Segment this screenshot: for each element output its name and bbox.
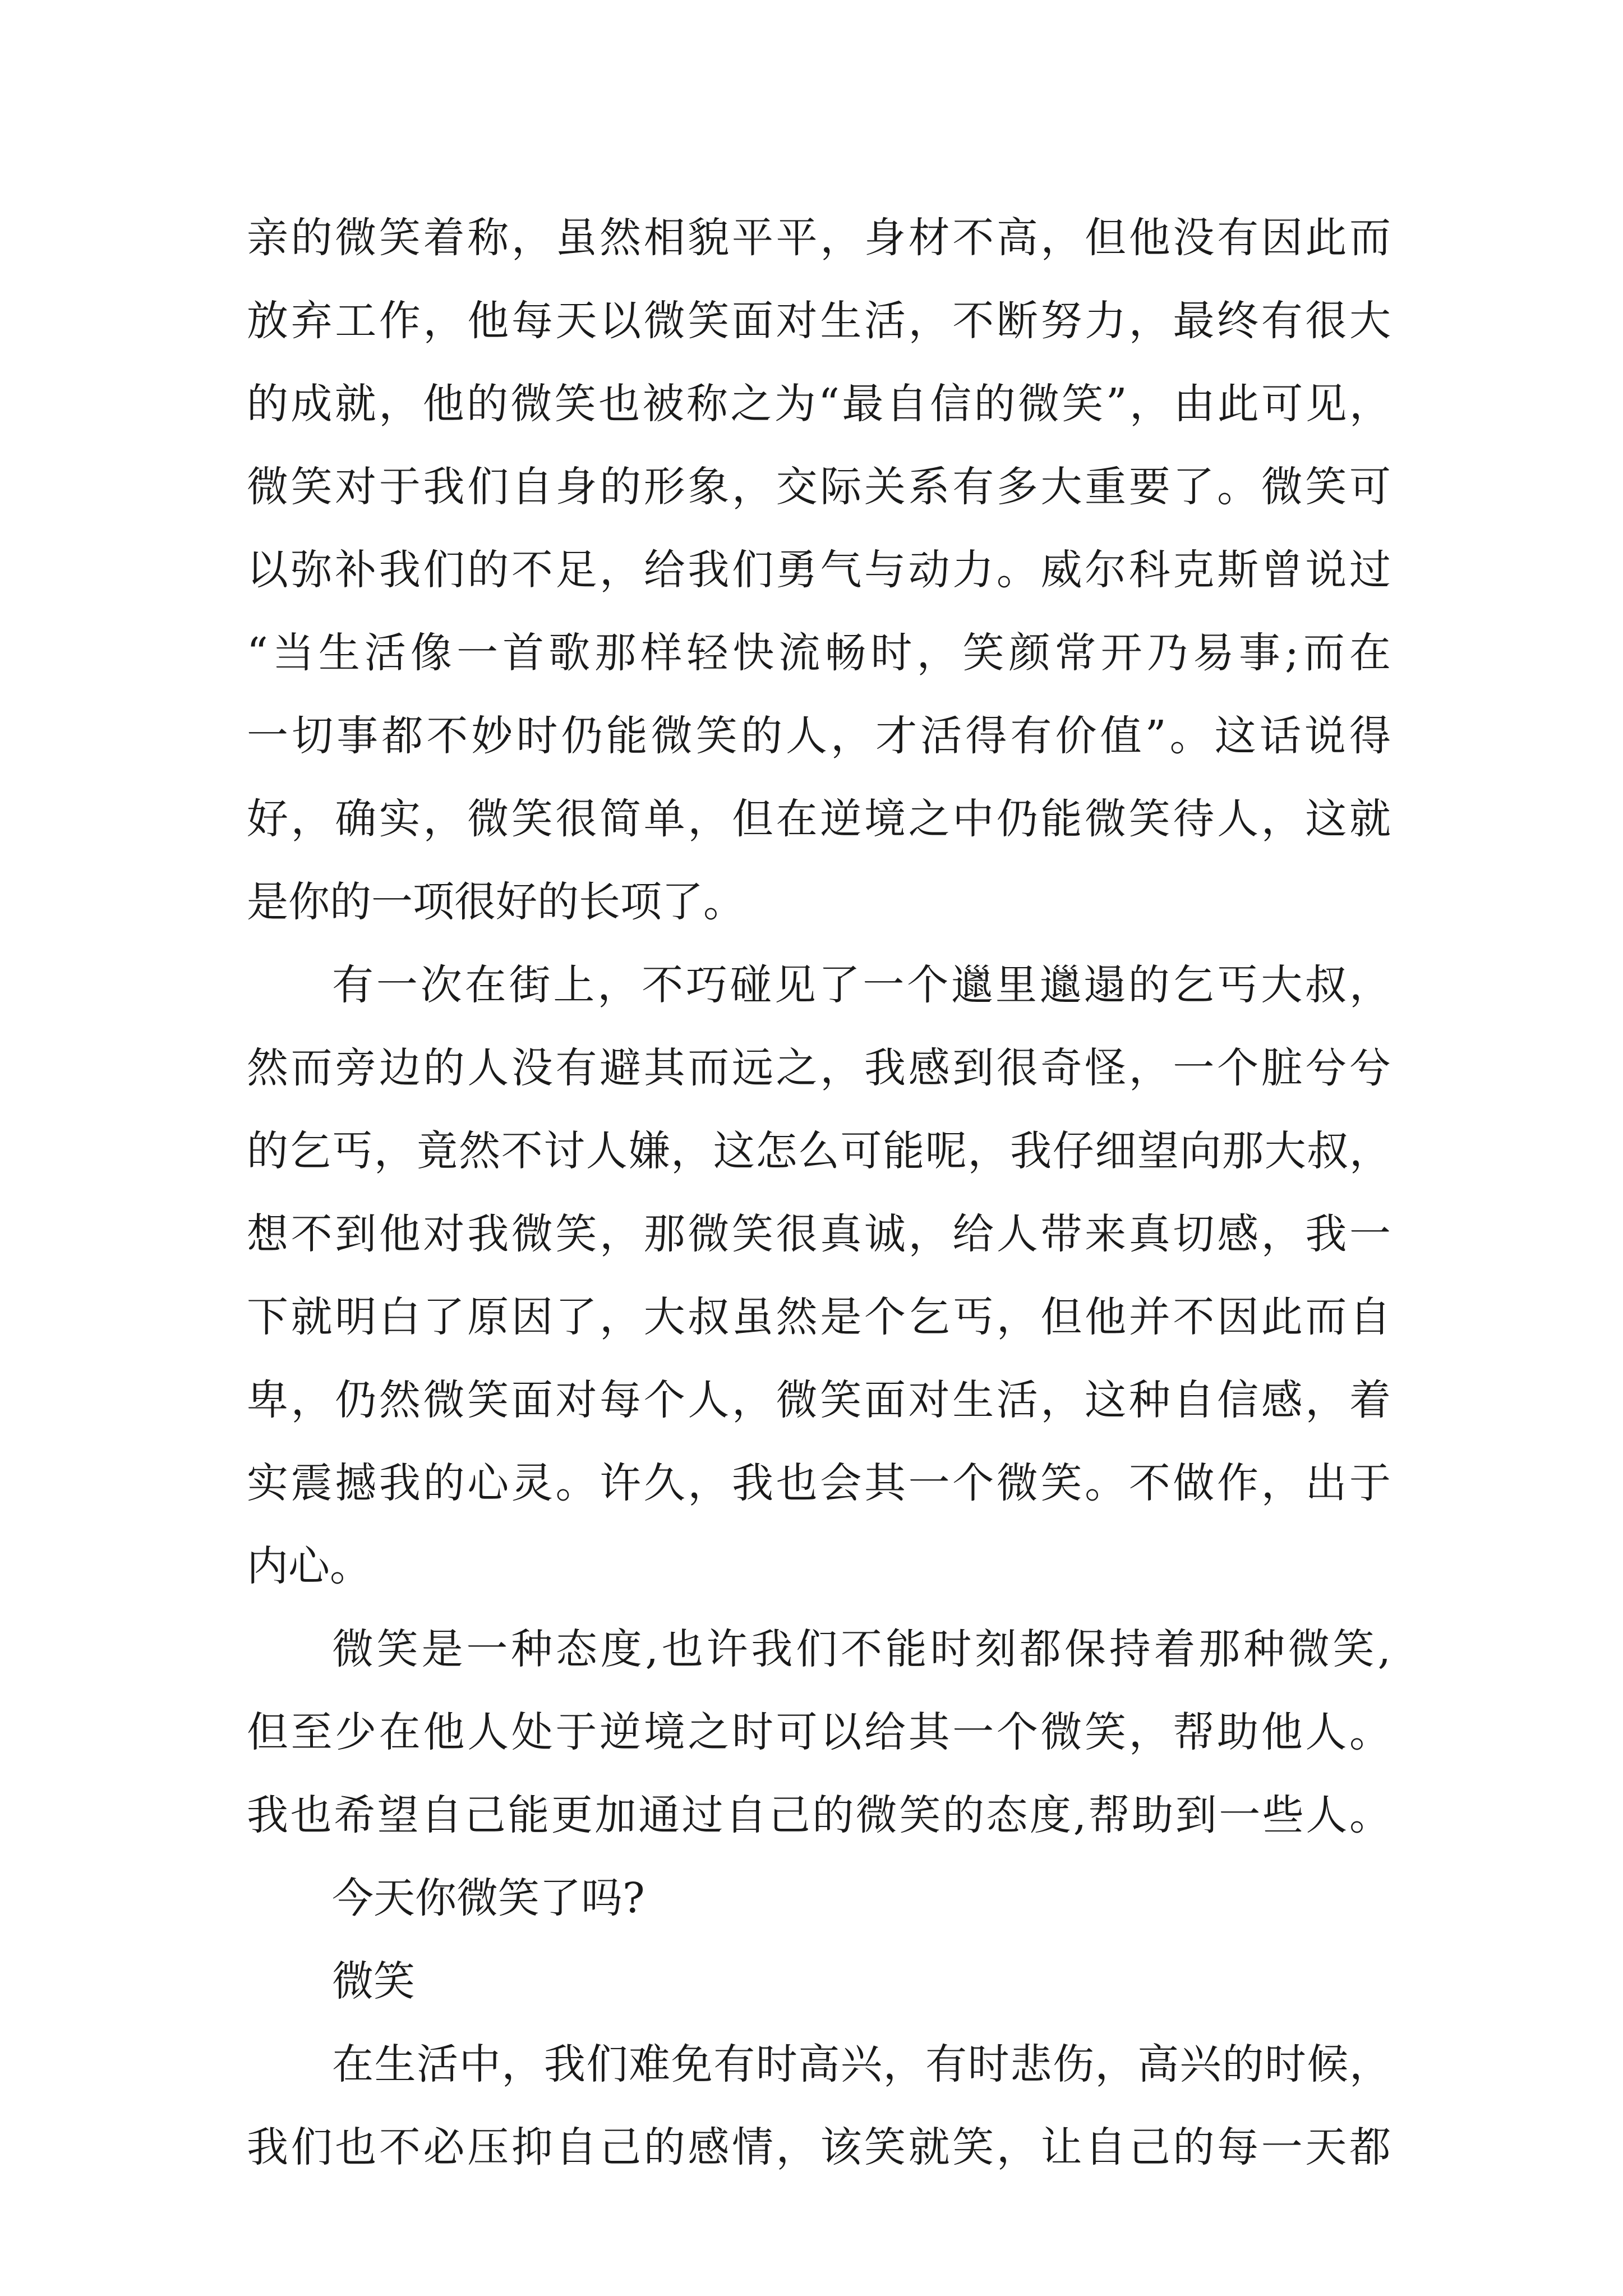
text-line: 好，确实，微笑很简单，但在逆境之中仍能微笑待人，这就 <box>247 795 1391 843</box>
paragraph-start-line: 在生活中，我们难免有时高兴，有时悲伤，高兴的时候， <box>332 2040 1391 2088</box>
text-line: “当生活像一首歌那样轻快流畅时，笑颜常开乃易事;而在 <box>247 629 1391 677</box>
text-line: 实震撼我的心灵。许久，我也会其一个微笑。不做作，出于 <box>247 1459 1391 1507</box>
text-line: 下就明白了原因了，大叔虽然是个乞丐，但他并不因此而自 <box>247 1293 1391 1341</box>
text-line: 我也希望自己能更加通过自己的微笑的态度,帮助到一些人。 <box>247 1791 1391 1839</box>
paragraph-start-line: 今天你微笑了吗? <box>332 1874 645 1922</box>
paragraph-start-line: 微笑是一种态度,也许我们不能时刻都保持着那种微笑, <box>332 1625 1391 1673</box>
text-line: 微笑对于我们自身的形象，交际关系有多大重要了。微笑可 <box>247 463 1391 511</box>
text-line: 放弃工作，他每天以微笑面对生活，不断努力，最终有很大 <box>247 297 1391 345</box>
text-line: 然而旁边的人没有避其而远之，我感到很奇怪，一个脏兮兮 <box>247 1044 1391 1092</box>
text-line: 但至少在他人处于逆境之时可以给其一个微笑，帮助他人。 <box>247 1708 1391 1756</box>
text-line: 一切事都不妙时仍能微笑的人，才活得有价值”。这话说得 <box>247 712 1391 760</box>
text-line: 想不到他对我微笑，那微笑很真诚，给人带来真切感，我一 <box>247 1210 1391 1258</box>
text-line: 以弥补我们的不足，给我们勇气与动力。威尔科克斯曾说过 <box>247 546 1391 594</box>
text-line: 的乞丐，竟然不讨人嫌，这怎么可能呢，我仔细望向那大叔， <box>247 1127 1391 1175</box>
text-line: 的成就，他的微笑也被称之为“最自信的微笑”，由此可见， <box>247 380 1391 428</box>
paragraph-start-line: 有一次在街上，不巧碰见了一个邋里邋遢的乞丐大叔， <box>332 961 1391 1009</box>
text-line: 内心。 <box>247 1542 371 1590</box>
section-title: 微笑 <box>332 1957 415 2005</box>
text-line: 卑，仍然微笑面对每个人，微笑面对生活，这种自信感，着 <box>247 1376 1391 1424</box>
text-line: 是你的一项很好的长项了。 <box>247 878 745 926</box>
text-line: 亲的微笑着称，虽然相貌平平，身材不高，但他没有因此而 <box>247 214 1391 262</box>
text-line: 我们也不必压抑自己的感情，该笑就笑，让自己的每一天都 <box>247 2123 1391 2171</box>
document-body <box>247 196 1391 2189</box>
